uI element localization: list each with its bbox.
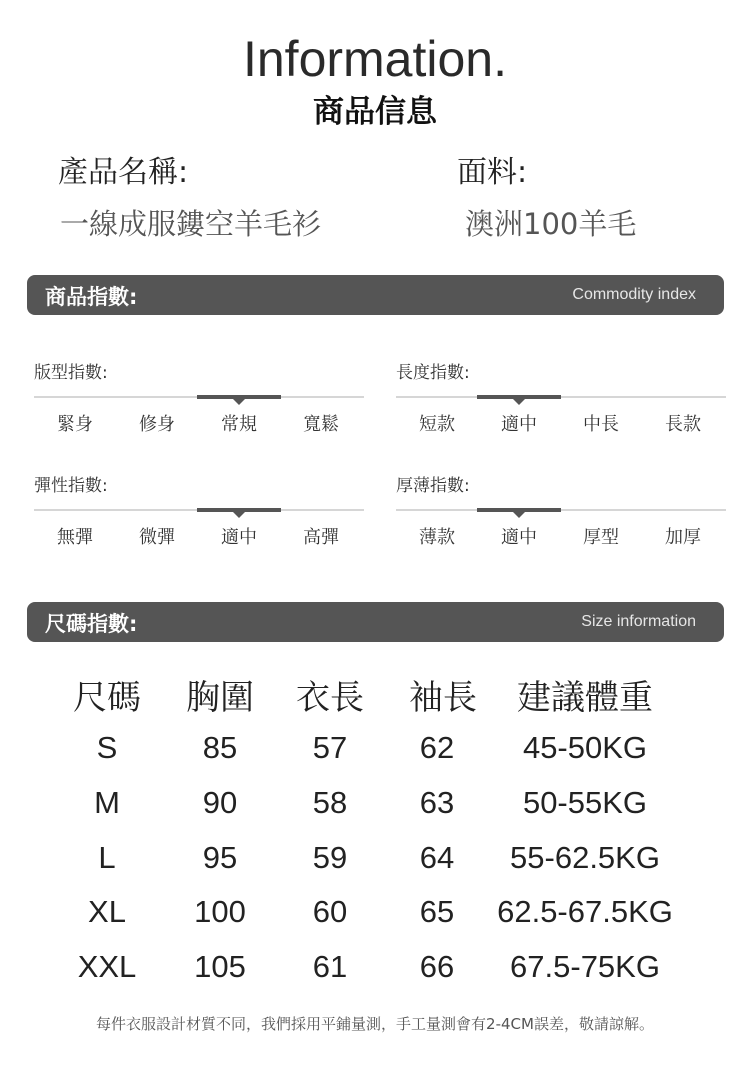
measurement-footnote: 每件衣服設計材質不同，我們採用平鋪量測，手工量測會有2-4CM誤差，敬請諒解。 xyxy=(96,1015,654,1033)
size-cell: 61 xyxy=(312,949,348,984)
index-title: 厚薄指數: xyxy=(396,476,470,496)
index-option: 寬鬆 xyxy=(303,414,339,435)
size-cell: 45-50KG xyxy=(522,730,648,765)
size-header: 尺碼 xyxy=(73,678,141,718)
commodity-index-band xyxy=(27,275,724,315)
index-marker xyxy=(477,508,561,512)
header-title-en: Information. xyxy=(242,31,507,87)
size-cell: 58 xyxy=(312,785,348,820)
index-option: 適中 xyxy=(501,527,537,548)
index-option: 短款 xyxy=(419,414,455,435)
size-cell: 59 xyxy=(312,840,348,875)
index-option: 高彈 xyxy=(303,527,339,548)
size-cell: M xyxy=(94,785,120,820)
size-cell: 57 xyxy=(312,730,348,765)
product-name-label: 產品名稱: xyxy=(58,155,189,190)
index-option: 適中 xyxy=(221,527,257,548)
size-cell: XXL xyxy=(77,949,137,984)
index-marker xyxy=(477,395,561,399)
index-option: 薄款 xyxy=(419,527,455,548)
product-name-value: 一線成服鏤空羊毛衫 xyxy=(60,207,322,241)
commodity-index-title: 商品指數: xyxy=(45,285,138,309)
size-cell: 60 xyxy=(312,894,348,929)
size-header: 衣長 xyxy=(296,678,364,718)
index-option: 厚型 xyxy=(583,527,619,548)
index-fit xyxy=(34,358,364,438)
size-cell: 95 xyxy=(202,840,238,875)
size-cell: 50-55KG xyxy=(522,785,648,820)
size-cell: 62.5-67.5KG xyxy=(497,894,673,929)
index-elasticity xyxy=(34,471,364,551)
size-cell: S xyxy=(96,730,118,765)
index-marker xyxy=(197,508,281,512)
index-option: 無彈 xyxy=(57,527,93,548)
fabric-label: 面料: xyxy=(457,155,528,190)
header-title-zh: 商品信息 xyxy=(313,94,437,130)
size-cell: 90 xyxy=(202,785,238,820)
size-header: 胸圍 xyxy=(186,678,254,718)
index-marker xyxy=(197,395,281,399)
size-cell: 67.5-75KG xyxy=(510,949,660,984)
fabric-value: 澳洲100羊毛 xyxy=(465,207,637,241)
size-header: 袖長 xyxy=(409,678,477,718)
size-cell: XL xyxy=(88,894,126,929)
index-title: 版型指數: xyxy=(34,363,108,383)
size-cell: 105 xyxy=(194,949,246,984)
index-option: 常規 xyxy=(221,414,257,435)
size-cell: 85 xyxy=(202,730,238,765)
size-cell: L xyxy=(98,840,116,875)
index-option: 緊身 xyxy=(57,414,93,435)
index-thickness xyxy=(396,471,726,551)
size-header: 建議體重 xyxy=(517,678,653,718)
index-title: 長度指數: xyxy=(396,363,470,383)
size-index-subtitle: Size information xyxy=(581,613,696,630)
index-option: 長款 xyxy=(665,414,701,435)
commodity-index-subtitle: Commodity index xyxy=(572,286,696,303)
size-cell: 65 xyxy=(419,894,455,929)
index-track xyxy=(396,396,726,398)
index-option: 適中 xyxy=(501,414,537,435)
size-index-title: 尺碼指數: xyxy=(45,612,138,636)
size-cell: 64 xyxy=(419,840,455,875)
size-index-band xyxy=(27,602,724,642)
size-cell: 62 xyxy=(419,730,455,765)
size-cell: 55-62.5KG xyxy=(510,840,660,875)
size-cell: 63 xyxy=(419,785,455,820)
index-length xyxy=(396,358,726,438)
size-cell: 100 xyxy=(194,894,246,929)
index-title: 彈性指數: xyxy=(34,476,108,496)
index-option: 修身 xyxy=(139,414,175,435)
index-track xyxy=(396,509,726,511)
index-option: 加厚 xyxy=(665,527,701,548)
size-cell: 66 xyxy=(419,949,455,984)
index-option: 中長 xyxy=(583,414,619,435)
index-option: 微彈 xyxy=(139,527,175,548)
